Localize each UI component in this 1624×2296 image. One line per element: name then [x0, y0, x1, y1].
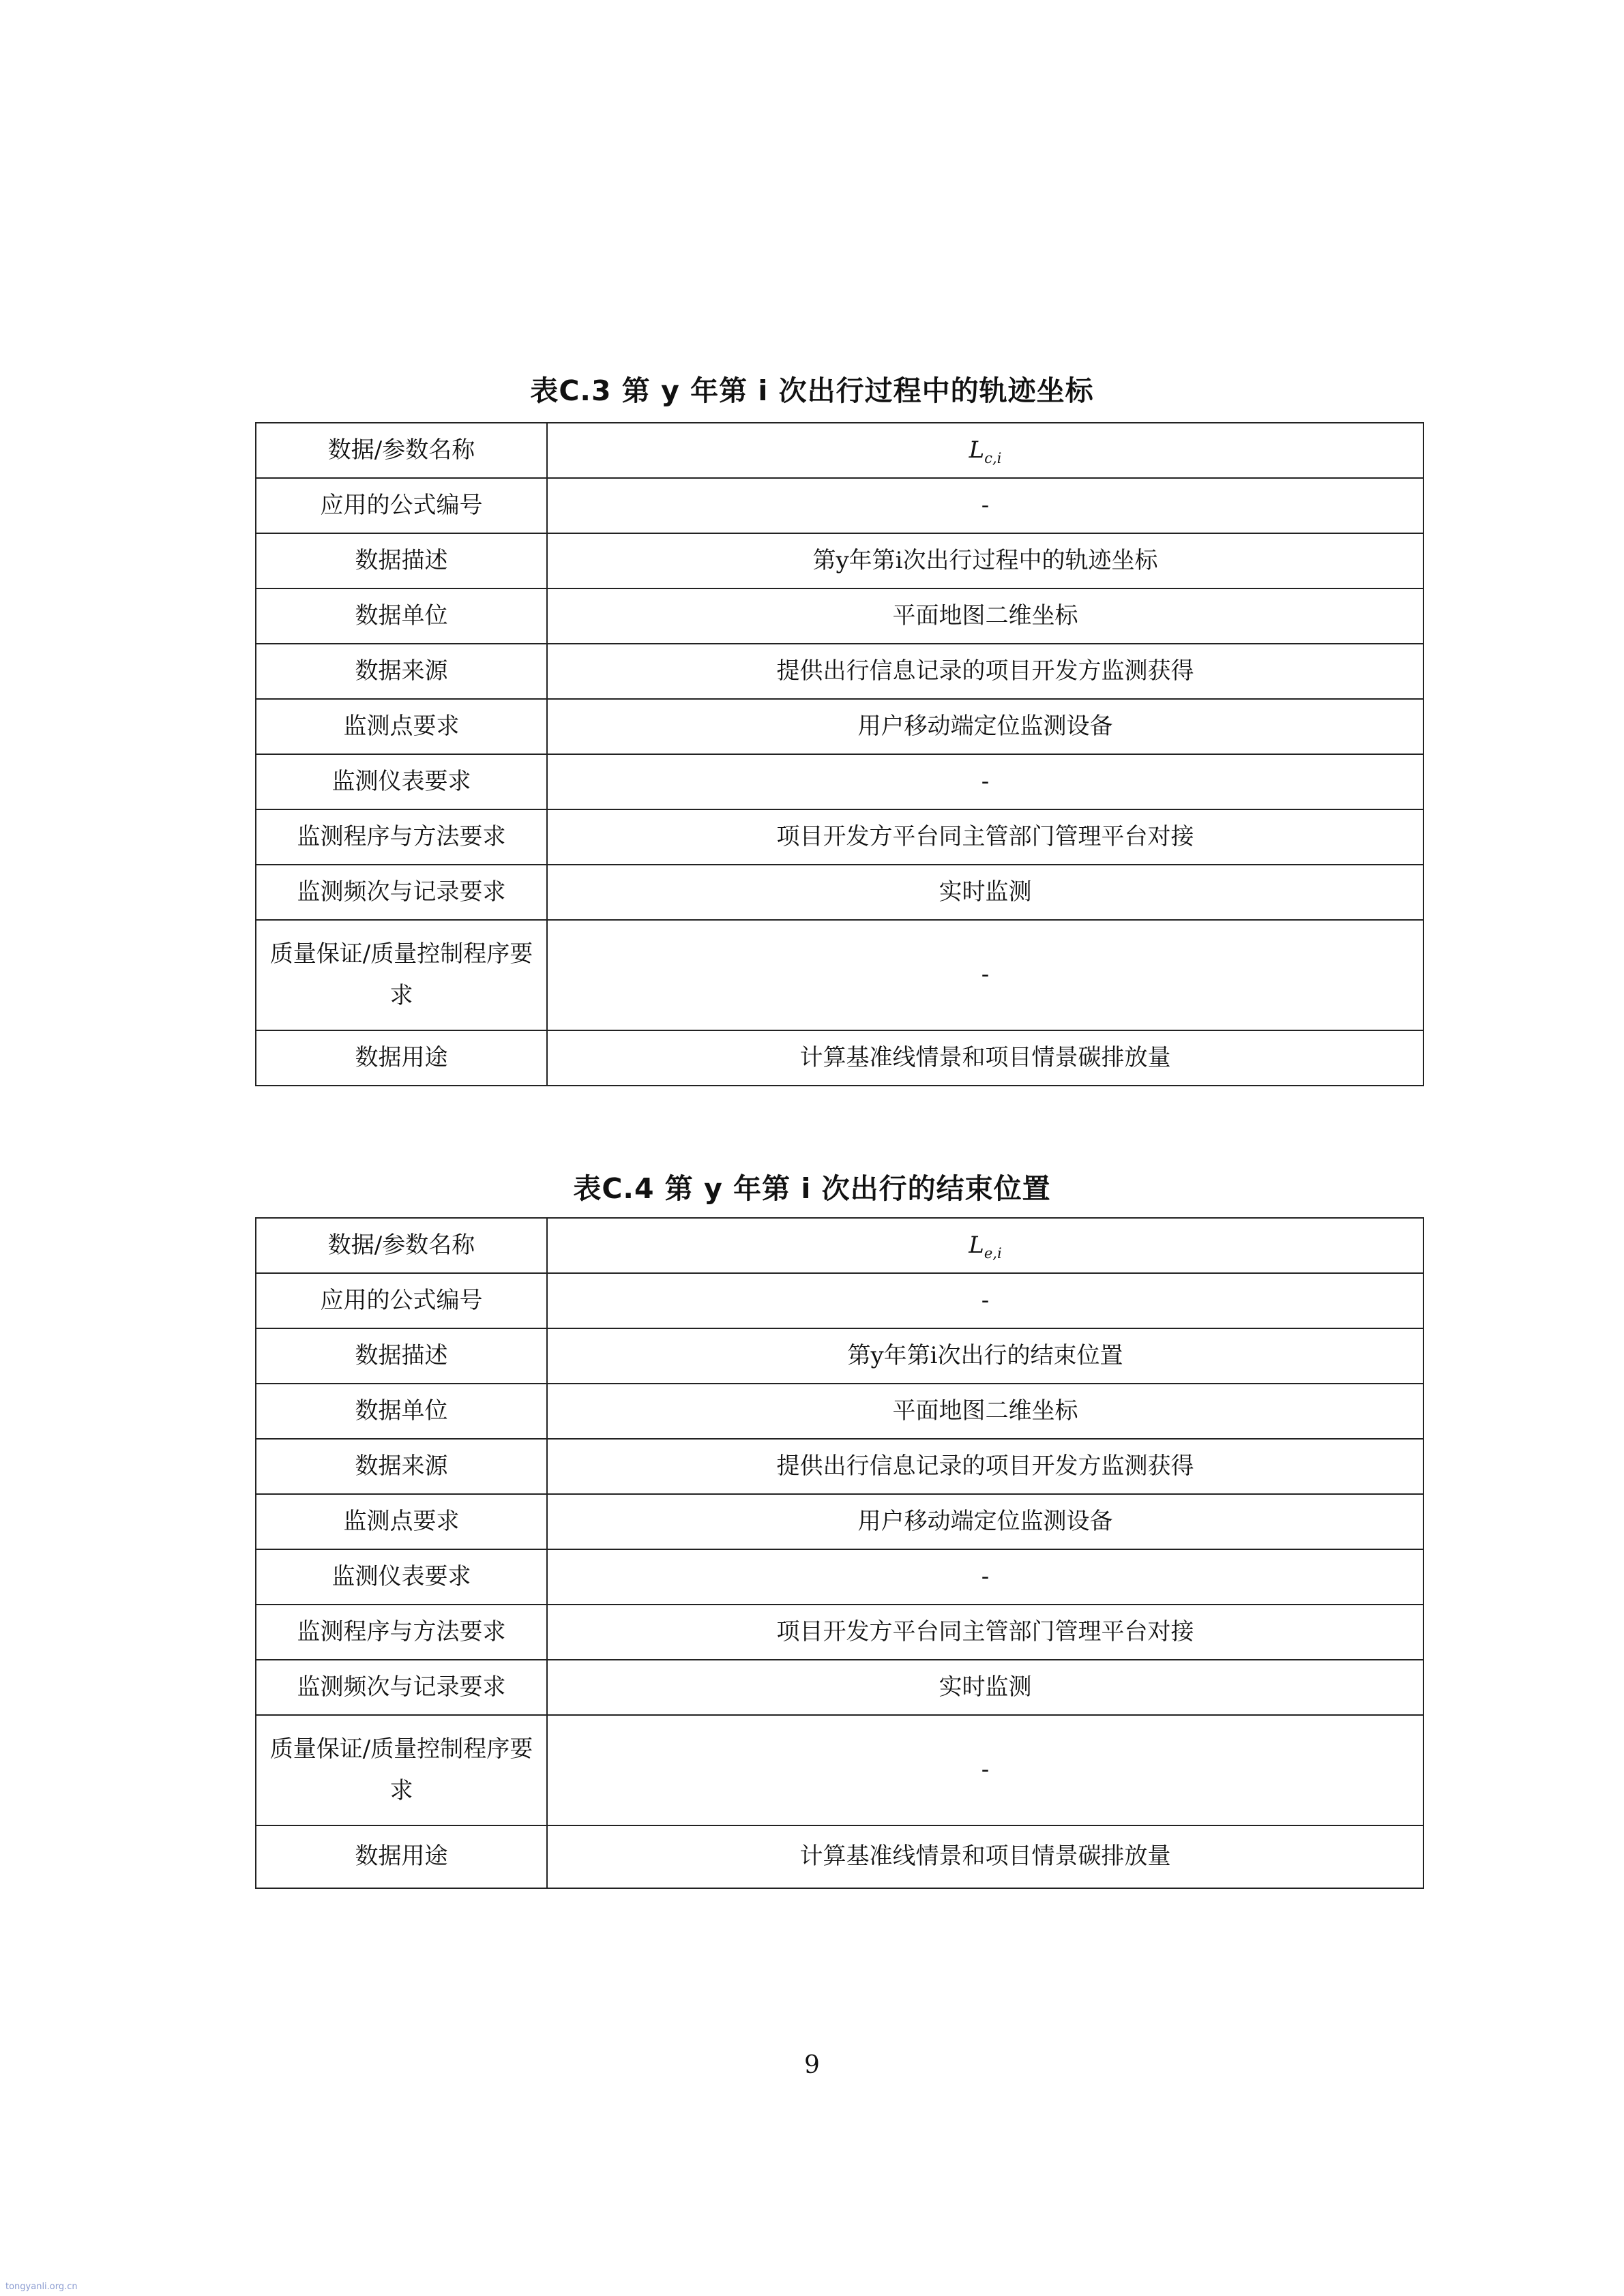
table-row: [256, 644, 1423, 699]
symbol-base: L: [969, 1231, 984, 1259]
row-label: 数据来源: [256, 644, 547, 699]
table-c3: [255, 422, 1424, 1086]
table-row: [256, 1030, 1423, 1086]
table-row: [256, 920, 1423, 1030]
row-value: 用户移动端定位监测设备: [547, 1494, 1423, 1549]
watermark: tongyanli.org.cn: [5, 2282, 78, 2292]
table-c3-caption: 表C.3 第 y 年第 i 次出行过程中的轨迹坐标: [530, 374, 1094, 407]
row-value: -: [547, 754, 1423, 809]
row-label: 质量保证/质量控制程序要求: [256, 1715, 547, 1825]
row-value: 平面地图二维坐标: [547, 588, 1423, 644]
symbol-subscript: c,i: [984, 449, 1002, 466]
symbol-base: L: [969, 436, 985, 464]
row-label: 数据描述: [256, 533, 547, 588]
row-label: 监测点要求: [256, 1494, 547, 1549]
row-label: 数据单位: [256, 588, 547, 644]
row-value: 计算基准线情景和项目情景碳排放量: [547, 1030, 1423, 1086]
row-value: 实时监测: [547, 1660, 1423, 1715]
row-label: 应用的公式编号: [256, 478, 547, 533]
row-label: 监测程序与方法要求: [256, 809, 547, 865]
row-label: 监测频次与记录要求: [256, 865, 547, 920]
table-row: [256, 1439, 1423, 1494]
row-label: 数据/参数名称: [256, 1218, 547, 1273]
row-value: 项目开发方平台同主管部门管理平台对接: [547, 809, 1423, 865]
table-c4: [255, 1217, 1424, 1889]
row-label: 监测程序与方法要求: [256, 1605, 547, 1660]
row-label: 数据用途: [256, 1030, 547, 1086]
symbol-subscript: e,i: [984, 1244, 1002, 1262]
table-row: [256, 809, 1423, 865]
row-label: 监测点要求: [256, 699, 547, 754]
row-value: 提供出行信息记录的项目开发方监测获得: [547, 644, 1423, 699]
table-row: [256, 1328, 1423, 1384]
row-value: 第y年第i次出行的结束位置: [547, 1328, 1423, 1384]
row-value: -: [547, 1715, 1423, 1825]
table-row: [256, 1549, 1423, 1605]
parameter-symbol: [547, 423, 1423, 478]
row-value: 提供出行信息记录的项目开发方监测获得: [547, 1439, 1423, 1494]
parameter-symbol: [547, 1218, 1423, 1273]
table-row: [256, 1273, 1423, 1328]
table-row: [256, 1715, 1423, 1825]
row-value: -: [547, 920, 1423, 1030]
page-number: 9: [804, 2051, 820, 2079]
row-value: -: [547, 478, 1423, 533]
table-row: [256, 533, 1423, 588]
row-value: 用户移动端定位监测设备: [547, 699, 1423, 754]
table-row: [256, 1660, 1423, 1715]
table-row: [256, 1605, 1423, 1660]
row-value: 计算基准线情景和项目情景碳排放量: [547, 1825, 1423, 1888]
row-label: 数据单位: [256, 1384, 547, 1439]
row-label: 监测仪表要求: [256, 1549, 547, 1605]
table-row: [256, 1384, 1423, 1439]
table-row: [256, 1494, 1423, 1549]
row-label: 数据描述: [256, 1328, 547, 1384]
table-row: [256, 1218, 1423, 1273]
row-label: 数据来源: [256, 1439, 547, 1494]
table-row: [256, 754, 1423, 809]
row-value: 项目开发方平台同主管部门管理平台对接: [547, 1605, 1423, 1660]
row-label: 数据/参数名称: [256, 423, 547, 478]
table-row: [256, 423, 1423, 478]
row-label: 监测仪表要求: [256, 754, 547, 809]
table-row: [256, 478, 1423, 533]
table-row: [256, 865, 1423, 920]
row-value: 平面地图二维坐标: [547, 1384, 1423, 1439]
row-value: -: [547, 1273, 1423, 1328]
row-label: 数据用途: [256, 1825, 547, 1888]
table-row: [256, 1825, 1423, 1888]
row-value: -: [547, 1549, 1423, 1605]
row-label: 质量保证/质量控制程序要求: [256, 920, 547, 1030]
row-label: 监测频次与记录要求: [256, 1660, 547, 1715]
table-row: [256, 699, 1423, 754]
row-value: 第y年第i次出行过程中的轨迹坐标: [547, 533, 1423, 588]
table-c4-caption: 表C.4 第 y 年第 i 次出行的结束位置: [573, 1172, 1051, 1205]
table-row: [256, 588, 1423, 644]
row-value: 实时监测: [547, 865, 1423, 920]
row-label: 应用的公式编号: [256, 1273, 547, 1328]
